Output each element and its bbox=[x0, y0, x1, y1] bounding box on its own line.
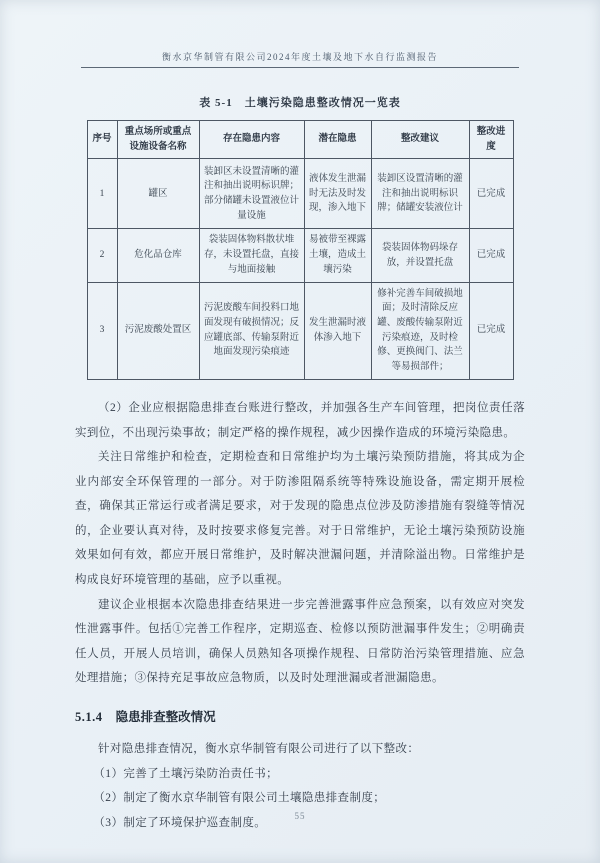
cell-index: 2 bbox=[87, 229, 117, 282]
cell-suggestion: 修补完善车间破损地面；及时清除反应罐、废酸传输泵附近污染痕迹，及时检修、更换阀门、法兰等易损部件； bbox=[371, 282, 469, 379]
column-header-progress: 整改进度 bbox=[469, 121, 513, 159]
column-header-potential-hazard: 潜在隐患 bbox=[304, 121, 371, 159]
list-item: （3）制定了环境保护巡查制度。 bbox=[93, 816, 267, 829]
cell-facility: 污泥废酸处置区 bbox=[117, 282, 199, 379]
report-title: 衡水京华制管有限公司2024年度土壤及地下水自行监测报告 bbox=[161, 52, 438, 62]
cell-facility: 罐区 bbox=[117, 159, 199, 229]
cell-hazard-content: 装卸区未设置清晰的灌注和抽出说明标识牌；部分储罐未设置液位计量设施 bbox=[199, 159, 304, 229]
cell-potential-hazard: 易被带至裸露土壤，造成土壤污染 bbox=[304, 229, 371, 282]
running-header bbox=[75, 50, 525, 68]
header-rule bbox=[81, 67, 519, 68]
section-heading bbox=[75, 707, 525, 725]
paragraph: 建议企业根据本次隐患排查结果进一步完善泄露事件应急预案，以有效应对突发性泄露事件。包括①完善工作程序，定期巡查、检修以预防泄漏事件发生；②明确责任人员，开展人员培训，确保人员熟知各项操作规程、日常防治污染管理措施、应急处理措施；③保持充足事故应急物质，以及时处理泄漏或者泄漏隐患。 bbox=[75, 598, 525, 685]
table-row bbox=[87, 282, 513, 379]
body-text bbox=[75, 396, 525, 691]
section-number: 5.1.4 bbox=[75, 710, 103, 725]
table-header-row bbox=[87, 121, 513, 159]
cell-progress: 已完成 bbox=[469, 229, 513, 282]
cell-index: 3 bbox=[87, 282, 117, 379]
column-header-facility: 重点场所或重点设施设备名称 bbox=[117, 121, 199, 159]
table-caption: 表 5-1 土壤污染隐患整改情况一览表 bbox=[199, 97, 401, 109]
cell-hazard-content: 袋装固体物料散状堆存，未设置托盘，直接与地面接触 bbox=[199, 229, 304, 282]
remediation-table bbox=[87, 120, 514, 380]
paragraph: 关注日常维护和检查，定期检查和日常维护均为土壤污染预防措施，将其成为企业内部安全环保管理的一部分。对于防渗阻隔系统等特殊设施设备，需定期开展检查，确保其正常运行或者满足要求，对于发现的隐患点位涉及防渗措施有裂缝等情况的，企业要认真对待，及时按要求修复完善。对于日常维护，无论土壤污染预防设施效果如何有效，都应开展日常维护，及时解决泄漏问题，并清除溢出物。日常维护是构成良好环境管理的基础，应予以重视。 bbox=[75, 451, 525, 587]
cell-suggestion: 袋装固体物码垛存放，并设置托盘 bbox=[371, 229, 469, 282]
table-row bbox=[87, 229, 513, 282]
section-intro: 针对隐患排查情况，衡水京华制管有限公司进行了以下整改： bbox=[98, 743, 420, 756]
page-number: 55 bbox=[294, 811, 306, 821]
cell-potential-hazard: 发生泄漏时液体渗入地下 bbox=[304, 282, 371, 379]
column-header-hazard-content: 存在隐患内容 bbox=[199, 121, 304, 159]
paragraph: （2）企业应根据隐患排查台账进行整改，并加强各生产车间管理，把岗位责任落实到位，不出现污染事故；制定严格的操作规程，减少因操作造成的环境污染隐患。 bbox=[75, 401, 525, 439]
cell-potential-hazard: 液体发生泄漏时无法及时发现，渗入地下 bbox=[304, 159, 371, 229]
cell-progress: 已完成 bbox=[469, 282, 513, 379]
column-header-suggestion: 整改建议 bbox=[371, 121, 469, 159]
table-row bbox=[87, 159, 513, 229]
column-header-index: 序号 bbox=[87, 121, 117, 159]
cell-progress: 已完成 bbox=[469, 159, 513, 229]
list-item: （1）完善了土壤污染防治责任书； bbox=[93, 767, 279, 780]
cell-suggestion: 装卸区设置清晰的灌注和抽出说明标识牌；储罐安装液位计 bbox=[371, 159, 469, 229]
cell-hazard-content: 污泥废酸车间投料口地面发现有破损情况；反应罐底部、传输泵附近地面发现污染痕迹 bbox=[199, 282, 304, 379]
section-title: 隐患排查整改情况 bbox=[115, 710, 216, 725]
list-item: （2）制定了衡水京华制管有限公司土壤隐患排查制度； bbox=[93, 792, 386, 805]
cell-index: 1 bbox=[87, 159, 117, 229]
cell-facility: 危化品仓库 bbox=[117, 229, 199, 282]
